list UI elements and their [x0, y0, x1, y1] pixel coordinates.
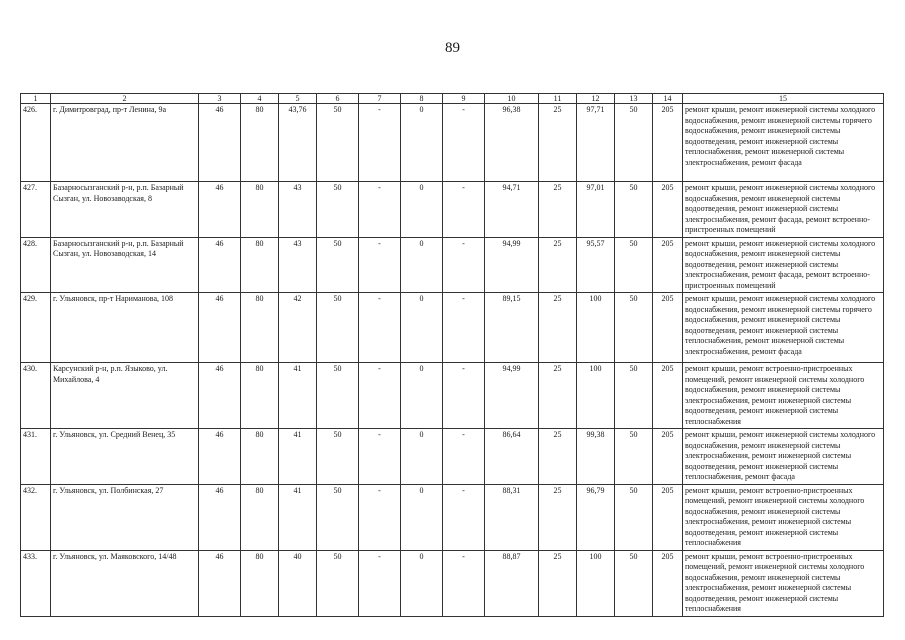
value-cell: - [359, 293, 401, 363]
value-cell: 50 [615, 550, 653, 616]
value-cell: 100 [577, 550, 615, 616]
value-cell: - [359, 182, 401, 238]
value-cell: 0 [401, 484, 443, 550]
row-number-cell: 426. [21, 104, 51, 182]
value-cell: - [359, 237, 401, 293]
value-cell: 94,71 [485, 182, 539, 238]
column-number-row [21, 94, 884, 104]
address-cell: г. Ульяновск, ул. Маяковского, 14/48 [51, 550, 199, 616]
column-header: 14 [653, 94, 683, 104]
value-cell: 88,31 [485, 484, 539, 550]
column-header: 9 [443, 94, 485, 104]
value-cell: 100 [577, 363, 615, 429]
value-cell: 100 [577, 293, 615, 363]
value-cell: - [359, 429, 401, 485]
column-header: 1 [21, 94, 51, 104]
column-header: 4 [241, 94, 279, 104]
value-cell: 0 [401, 237, 443, 293]
value-cell: - [443, 293, 485, 363]
value-cell: 50 [615, 363, 653, 429]
value-cell: 25 [539, 182, 577, 238]
value-cell: 205 [653, 484, 683, 550]
value-cell: 25 [539, 363, 577, 429]
value-cell: 41 [279, 484, 317, 550]
value-cell: - [443, 550, 485, 616]
value-cell: 80 [241, 429, 279, 485]
value-cell: 80 [241, 293, 279, 363]
value-cell: 0 [401, 363, 443, 429]
table-row [21, 293, 884, 363]
value-cell: 80 [241, 237, 279, 293]
address-cell: Базарносызганский р-н, р.п. Базарный Сызган, ул. Новозаводская, 14 [51, 237, 199, 293]
column-header: 2 [51, 94, 199, 104]
value-cell: 50 [317, 484, 359, 550]
value-cell: 205 [653, 550, 683, 616]
repair-works-cell: ремонт крыши, ремонт инженерной системы холодного водоснабжения, ремонт инженерной системы горячего водоснабжения, ремонт инженерной системы водоотведения, ремонт инженерной системы теплоснабжения, ремонт инженерной системы электроснабжения, ремонт фасада [683, 293, 884, 363]
value-cell: 205 [653, 104, 683, 182]
value-cell: 95,57 [577, 237, 615, 293]
value-cell: 50 [615, 104, 653, 182]
value-cell: 41 [279, 363, 317, 429]
value-cell: 43 [279, 182, 317, 238]
address-cell: г. Ульяновск, ул. Полбинская, 27 [51, 484, 199, 550]
value-cell: 42 [279, 293, 317, 363]
value-cell: 46 [199, 484, 241, 550]
column-header: 15 [683, 94, 884, 104]
value-cell: 25 [539, 104, 577, 182]
value-cell: 46 [199, 550, 241, 616]
value-cell: 25 [539, 429, 577, 485]
value-cell: 205 [653, 429, 683, 485]
value-cell: 50 [615, 429, 653, 485]
value-cell: 50 [615, 484, 653, 550]
value-cell: - [359, 484, 401, 550]
value-cell: 46 [199, 182, 241, 238]
value-cell: 43,76 [279, 104, 317, 182]
repair-works-cell: ремонт крыши, ремонт встроенно-пристроенных помещений, ремонт инженерной системы холодного водоснабжения, ремонт инженерной системы электроснабжения, ремонт инженерной системы водоотведения, ремонт инженерной системы теплоснабжения [683, 484, 884, 550]
repair-works-cell: ремонт крыши, ремонт инженерной системы холодного водоснабжения, ремонт инженерной системы водоотведения, ремонт инженерной системы электроснабжения, ремонт фасада, ремонт встроенно-пристроенных помещений [683, 237, 884, 293]
value-cell: 96,38 [485, 104, 539, 182]
value-cell: 89,15 [485, 293, 539, 363]
value-cell: 43 [279, 237, 317, 293]
value-cell: - [359, 550, 401, 616]
value-cell: - [359, 363, 401, 429]
repair-works-cell: ремонт крыши, ремонт инженерной системы холодного водоснабжения, ремонт инженерной системы водоотведения, ремонт инженерной системы электроснабжения, ремонт фасада, ремонт встроенно-пристроенных помещений [683, 182, 884, 238]
value-cell: 46 [199, 104, 241, 182]
column-header: 11 [539, 94, 577, 104]
value-cell: 50 [317, 550, 359, 616]
value-cell: 41 [279, 429, 317, 485]
value-cell: 40 [279, 550, 317, 616]
value-cell: 96,79 [577, 484, 615, 550]
row-number-cell: 430. [21, 363, 51, 429]
value-cell: - [443, 237, 485, 293]
value-cell: - [443, 104, 485, 182]
value-cell: - [443, 363, 485, 429]
value-cell: 0 [401, 182, 443, 238]
column-header: 5 [279, 94, 317, 104]
table-row [21, 484, 884, 550]
column-header: 13 [615, 94, 653, 104]
column-header: 8 [401, 94, 443, 104]
value-cell: 50 [615, 237, 653, 293]
value-cell: 50 [317, 429, 359, 485]
value-cell: - [443, 429, 485, 485]
value-cell: 97,01 [577, 182, 615, 238]
value-cell: 50 [615, 182, 653, 238]
value-cell: 94,99 [485, 237, 539, 293]
value-cell: 94,99 [485, 363, 539, 429]
column-header: 6 [317, 94, 359, 104]
table-row [21, 104, 884, 182]
table-row [21, 550, 884, 616]
value-cell: 50 [317, 104, 359, 182]
value-cell: 25 [539, 550, 577, 616]
row-number-cell: 429. [21, 293, 51, 363]
value-cell: 80 [241, 363, 279, 429]
value-cell: 80 [241, 550, 279, 616]
repair-works-cell: ремонт крыши, ремонт инженерной системы холодного водоснабжения, ремонт инженерной системы электроснабжения, ремонт инженерной системы водоотведения, ремонт инженерной системы теплоснабжения, ремонт фасада [683, 429, 884, 485]
address-cell: Карсунский р-н, р.п. Языково, ул. Михайлова, 4 [51, 363, 199, 429]
address-cell: Базарносызганский р-н, р.п. Базарный Сызган, ул. Новозаводская, 8 [51, 182, 199, 238]
repair-works-cell: ремонт крыши, ремонт инженерной системы холодного водоснабжения, ремонт инженерной системы горячего водоснабжения, ремонт инженерной системы водоотведения, ремонт инженерной системы теплоснабжения, ремонт инженерной системы электроснабжения, ремонт фасада [683, 104, 884, 182]
value-cell: - [443, 182, 485, 238]
value-cell: 88,87 [485, 550, 539, 616]
value-cell: 80 [241, 104, 279, 182]
value-cell: 25 [539, 293, 577, 363]
table-row [21, 429, 884, 485]
value-cell: 46 [199, 293, 241, 363]
column-header: 12 [577, 94, 615, 104]
repair-works-cell: ремонт крыши, ремонт встроенно-пристроенных помещений, ремонт инженерной системы холодного водоснабжения, ремонт инженерной системы электроснабжения, ремонт инженерной системы водоотведения, ремонт инженерной системы теплоснабжения [683, 550, 884, 616]
value-cell: 0 [401, 550, 443, 616]
value-cell: 50 [317, 293, 359, 363]
value-cell: 97,71 [577, 104, 615, 182]
column-header: 7 [359, 94, 401, 104]
value-cell: 46 [199, 429, 241, 485]
value-cell: 80 [241, 182, 279, 238]
value-cell: 46 [199, 363, 241, 429]
value-cell: 50 [615, 293, 653, 363]
row-number-cell: 432. [21, 484, 51, 550]
value-cell: 50 [317, 237, 359, 293]
page-number: 89 [445, 40, 460, 56]
address-cell: г. Ульяновск, ул. Средний Венец, 35 [51, 429, 199, 485]
column-header: 3 [199, 94, 241, 104]
value-cell: 205 [653, 182, 683, 238]
value-cell: 0 [401, 104, 443, 182]
table-row [21, 363, 884, 429]
value-cell: 46 [199, 237, 241, 293]
value-cell: 25 [539, 237, 577, 293]
column-header: 10 [485, 94, 539, 104]
repair-works-cell: ремонт крыши, ремонт встроенно-пристроенных помещений, ремонт инженерной системы холодного водоснабжения, ремонт инженерной системы электроснабжения, ремонт инженерной системы водоотведения, ремонт инженерной системы теплоснабжения [683, 363, 884, 429]
value-cell: - [443, 484, 485, 550]
value-cell: 205 [653, 237, 683, 293]
value-cell: - [359, 104, 401, 182]
table-row [21, 237, 884, 293]
value-cell: 205 [653, 363, 683, 429]
value-cell: 0 [401, 429, 443, 485]
housing-repair-table [20, 93, 884, 617]
value-cell: 99,38 [577, 429, 615, 485]
row-number-cell: 428. [21, 237, 51, 293]
value-cell: 80 [241, 484, 279, 550]
address-cell: г. Димитровград, пр-т Ленина, 9а [51, 104, 199, 182]
value-cell: 50 [317, 363, 359, 429]
value-cell: 25 [539, 484, 577, 550]
row-number-cell: 431. [21, 429, 51, 485]
value-cell: 205 [653, 293, 683, 363]
row-number-cell: 427. [21, 182, 51, 238]
value-cell: 86,64 [485, 429, 539, 485]
address-cell: г. Ульяновск, пр-т Нариманова, 108 [51, 293, 199, 363]
table-row [21, 182, 884, 238]
value-cell: 50 [317, 182, 359, 238]
row-number-cell: 433. [21, 550, 51, 616]
value-cell: 0 [401, 293, 443, 363]
